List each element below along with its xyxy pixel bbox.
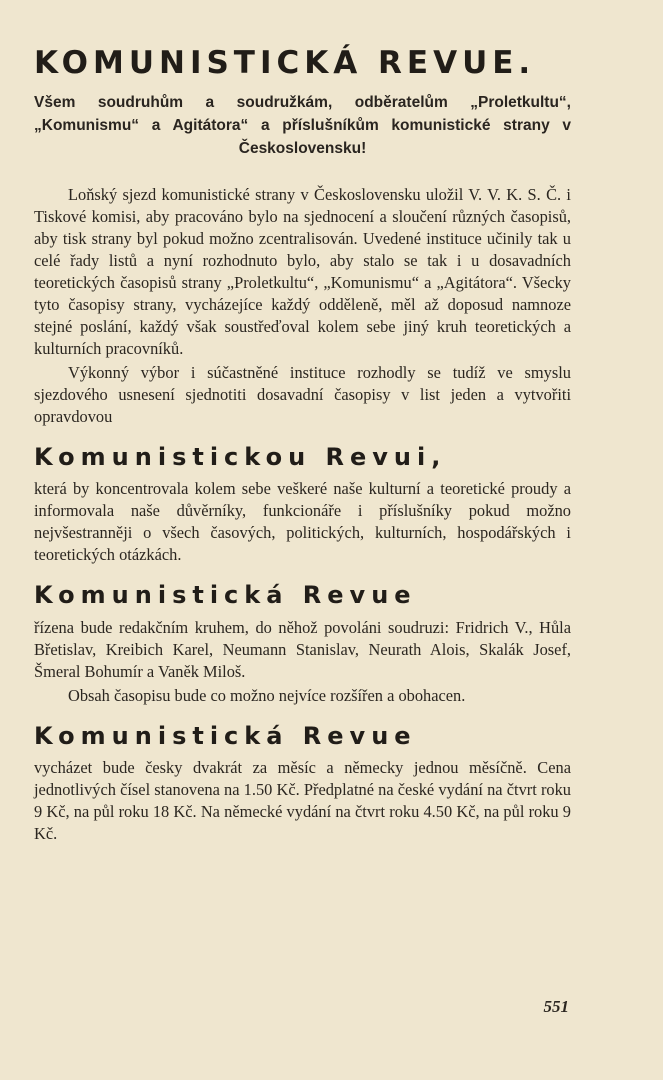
masthead-title: KOMUNISTICKÁ REVUE. (34, 45, 536, 81)
paragraph-decision: Výkonný výbor i súčastněné instituce rozhodly se tudíž ve smyslu sjezdového usnesení sjednotiti dosavadní časopisy v list jeden a vytvořiti opravdovou (34, 363, 571, 426)
paragraph-purpose: která by koncentrovala kolem sebe veškeré naše kulturní a teoretické proudy a informovala naše důvěrníky, funkcionáře i příslušníky pokud možno nejvšestranněji o všech časových, politických, kulturních, hospodářských i teoretických otázkách. (34, 479, 571, 565)
heading-revue-editorial: Komunistická Revue (34, 581, 417, 610)
paragraph-content: Obsah časopisu bude co možno nejvíce rozšířen a obohacen. (68, 685, 466, 705)
paragraph-editorial-board: řízena bude redakčním kruhem, do něhož povoláni soudruzi: Fridrich V., Hůla Břetislav, Kreibich Karel, Neumann Stanislav, Neurath Alois, Skalák Josef, Šmeral Bohumír a Vaněk Miloš. (34, 617, 571, 681)
paragraph-pricing: vycházet bude česky dvakrát za měsíc a německy jednou měsíčně. Cena jednotlivých čísel stanovena na 1.50 Kč. Předplatné na české vydání na čtvrt roku 9 Kč, na půl roku 18 Kč. Na německé vydání na čtvrt roku 4.50 Kč, na půl roku 9 Kč. (34, 758, 571, 844)
heading-revue-publication: Komunistická Revue (34, 721, 417, 750)
page-number: 551 (543, 997, 569, 1016)
heading-revue-accusative: Komunistickou Revui, (34, 443, 447, 471)
address-to-readers: Všem soudruhům a soudružkám, odběratelům „Proletkultu“, „Komunismu“ a Agitátora“ a příslušníkům komunistické strany v Československu! (34, 94, 571, 157)
paragraph-congress: Loňský sjezd komunistické strany v Československu uložil V. V. K. S. Č. i Tiskové komisi, aby pracováno bylo na sjednocení a sloučení různých časopisů, aby tisk strany byl pokud možno zcentralisován. Uvedené instituce učinily tak u celé řady listů a nyní rozhodnuto bylo, aby stalo se tak i u dosavadních teoretických časopisů strany „Proletkultu“, „Komunismu“ a „Agitátora“. Všecky tyto časopisy strany, vycházejíce každý odděleně, měl až doposud namnoze stejné poslání, každý však soustřeďoval kolem sebe jiný kruh teoretických a kulturních pracovníků. (34, 185, 571, 358)
